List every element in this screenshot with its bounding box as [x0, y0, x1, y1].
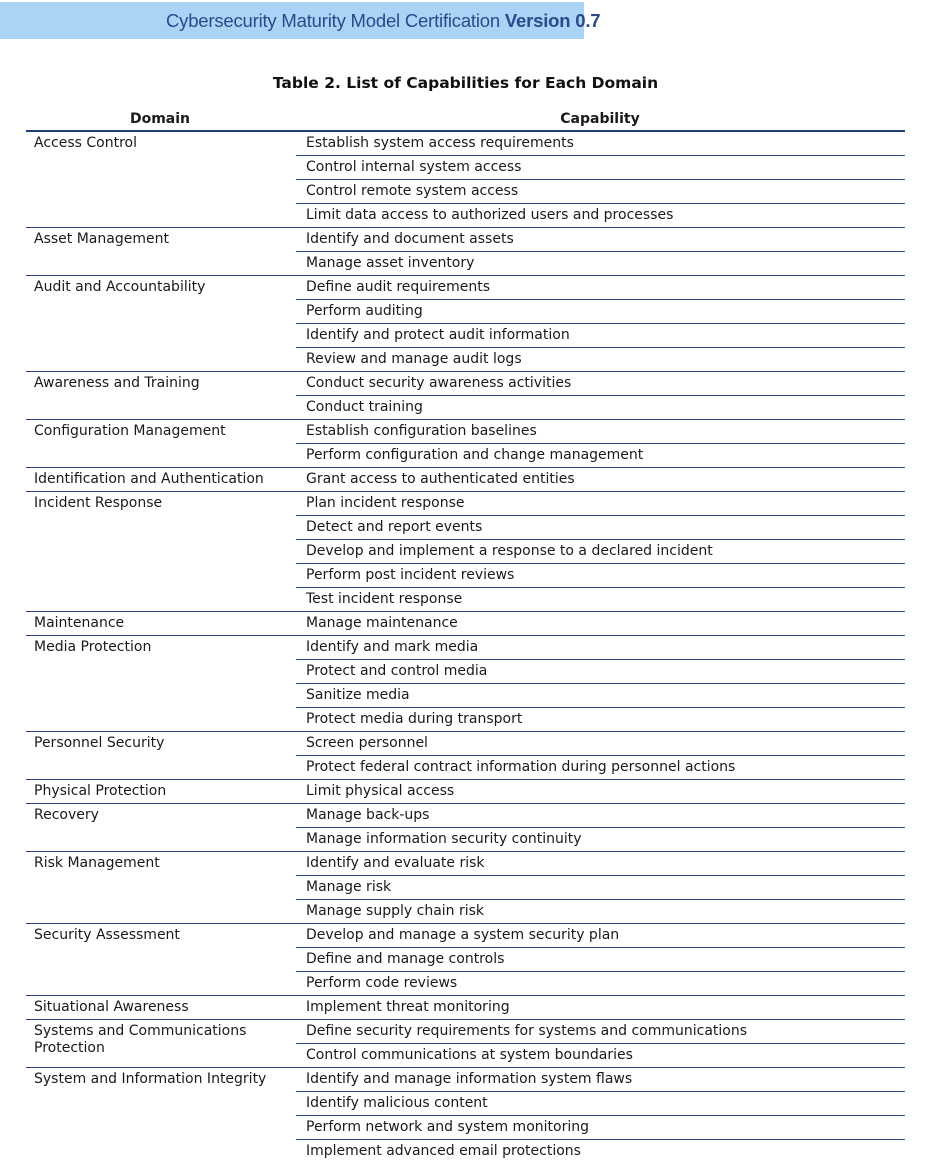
domain-cell: Asset Management	[26, 228, 296, 276]
capability-cell: Develop and implement a response to a declared incident	[296, 540, 905, 564]
capability-cell: Manage asset inventory	[296, 252, 905, 276]
domain-cell: Media Protection	[26, 636, 296, 732]
capability-cell: Implement threat monitoring	[296, 996, 905, 1020]
capabilities-table	[26, 132, 905, 1163]
table-row	[26, 996, 905, 1020]
domain-cell: Risk Management	[26, 852, 296, 924]
domain-cell: Incident Response	[26, 492, 296, 612]
capability-cell: Develop and manage a system security plan	[296, 924, 905, 948]
banner-version: Version 0.7	[505, 10, 601, 31]
table-row	[26, 468, 905, 492]
capability-cell: Identify and manage information system flaws	[296, 1068, 905, 1092]
domain-cell: Situational Awareness	[26, 996, 296, 1020]
table-row	[26, 612, 905, 636]
capability-cell: Manage maintenance	[296, 612, 905, 636]
table-row	[26, 1020, 905, 1044]
domain-cell: Identification and Authentication	[26, 468, 296, 492]
capability-cell: Manage back-ups	[296, 804, 905, 828]
capability-cell: Control remote system access	[296, 180, 905, 204]
capability-cell: Detect and report events	[296, 516, 905, 540]
capability-cell: Plan incident response	[296, 492, 905, 516]
capability-cell: Establish system access requirements	[296, 132, 905, 156]
domain-cell: Systems and Communications Protection	[26, 1020, 296, 1068]
table-row	[26, 804, 905, 828]
table-row	[26, 276, 905, 300]
capability-cell: Limit data access to authorized users and processes	[296, 204, 905, 228]
table-row	[26, 924, 905, 948]
capability-cell: Limit physical access	[296, 780, 905, 804]
table-row	[26, 780, 905, 804]
capability-cell: Identify and protect audit information	[296, 324, 905, 348]
capability-cell: Manage risk	[296, 876, 905, 900]
domain-cell: Configuration Management	[26, 420, 296, 468]
capability-cell: Identify and mark media	[296, 636, 905, 660]
capability-cell: Perform code reviews	[296, 972, 905, 996]
table-row	[26, 492, 905, 516]
capability-cell: Define security requirements for systems and communications	[296, 1020, 905, 1044]
capability-cell: Sanitize media	[296, 684, 905, 708]
domain-cell: Physical Protection	[26, 780, 296, 804]
domain-cell: Maintenance	[26, 612, 296, 636]
domain-cell: Access Control	[26, 132, 296, 228]
capability-cell: Identify malicious content	[296, 1092, 905, 1116]
document-header-banner	[0, 2, 584, 39]
column-header-capability: Capability	[296, 110, 904, 128]
capability-cell: Identify and document assets	[296, 228, 905, 252]
banner-title: Cybersecurity Maturity Model Certification	[166, 10, 505, 31]
capability-cell: Perform auditing	[296, 300, 905, 324]
domain-cell: Awareness and Training	[26, 372, 296, 420]
capability-cell: Control communications at system boundaries	[296, 1044, 905, 1068]
capability-cell: Screen personnel	[296, 732, 905, 756]
capability-cell: Protect and control media	[296, 660, 905, 684]
capability-cell: Define and manage controls	[296, 948, 905, 972]
table-row	[26, 420, 905, 444]
capability-cell: Perform network and system monitoring	[296, 1116, 905, 1140]
capability-cell: Identify and evaluate risk	[296, 852, 905, 876]
domain-cell: System and Information Integrity	[26, 1068, 296, 1163]
capability-cell: Implement advanced email protections	[296, 1140, 905, 1163]
domain-cell: Security Assessment	[26, 924, 296, 996]
domain-cell: Audit and Accountability	[26, 276, 296, 372]
column-header-domain: Domain	[26, 110, 294, 128]
capability-cell: Conduct training	[296, 396, 905, 420]
capability-cell: Define audit requirements	[296, 276, 905, 300]
table-row	[26, 132, 905, 156]
table-row	[26, 636, 905, 660]
capability-cell: Manage information security continuity	[296, 828, 905, 852]
capability-cell: Conduct security awareness activities	[296, 372, 905, 396]
table-row	[26, 732, 905, 756]
table-row	[26, 852, 905, 876]
capability-cell: Protect federal contract information during personnel actions	[296, 756, 905, 780]
capability-cell: Grant access to authenticated entities	[296, 468, 905, 492]
table-title: Table 2. List of Capabilities for Each Domain	[0, 73, 931, 93]
capability-cell: Manage supply chain risk	[296, 900, 905, 924]
domain-cell: Recovery	[26, 804, 296, 852]
capability-cell: Perform post incident reviews	[296, 564, 905, 588]
capability-cell: Test incident response	[296, 588, 905, 612]
table-row	[26, 228, 905, 252]
capability-cell: Protect media during transport	[296, 708, 905, 732]
capability-cell: Control internal system access	[296, 156, 905, 180]
table-row	[26, 372, 905, 396]
capability-cell: Perform configuration and change management	[296, 444, 905, 468]
capability-cell: Review and manage audit logs	[296, 348, 905, 372]
table-row	[26, 1068, 905, 1092]
capability-cell: Establish configuration baselines	[296, 420, 905, 444]
domain-cell: Personnel Security	[26, 732, 296, 780]
